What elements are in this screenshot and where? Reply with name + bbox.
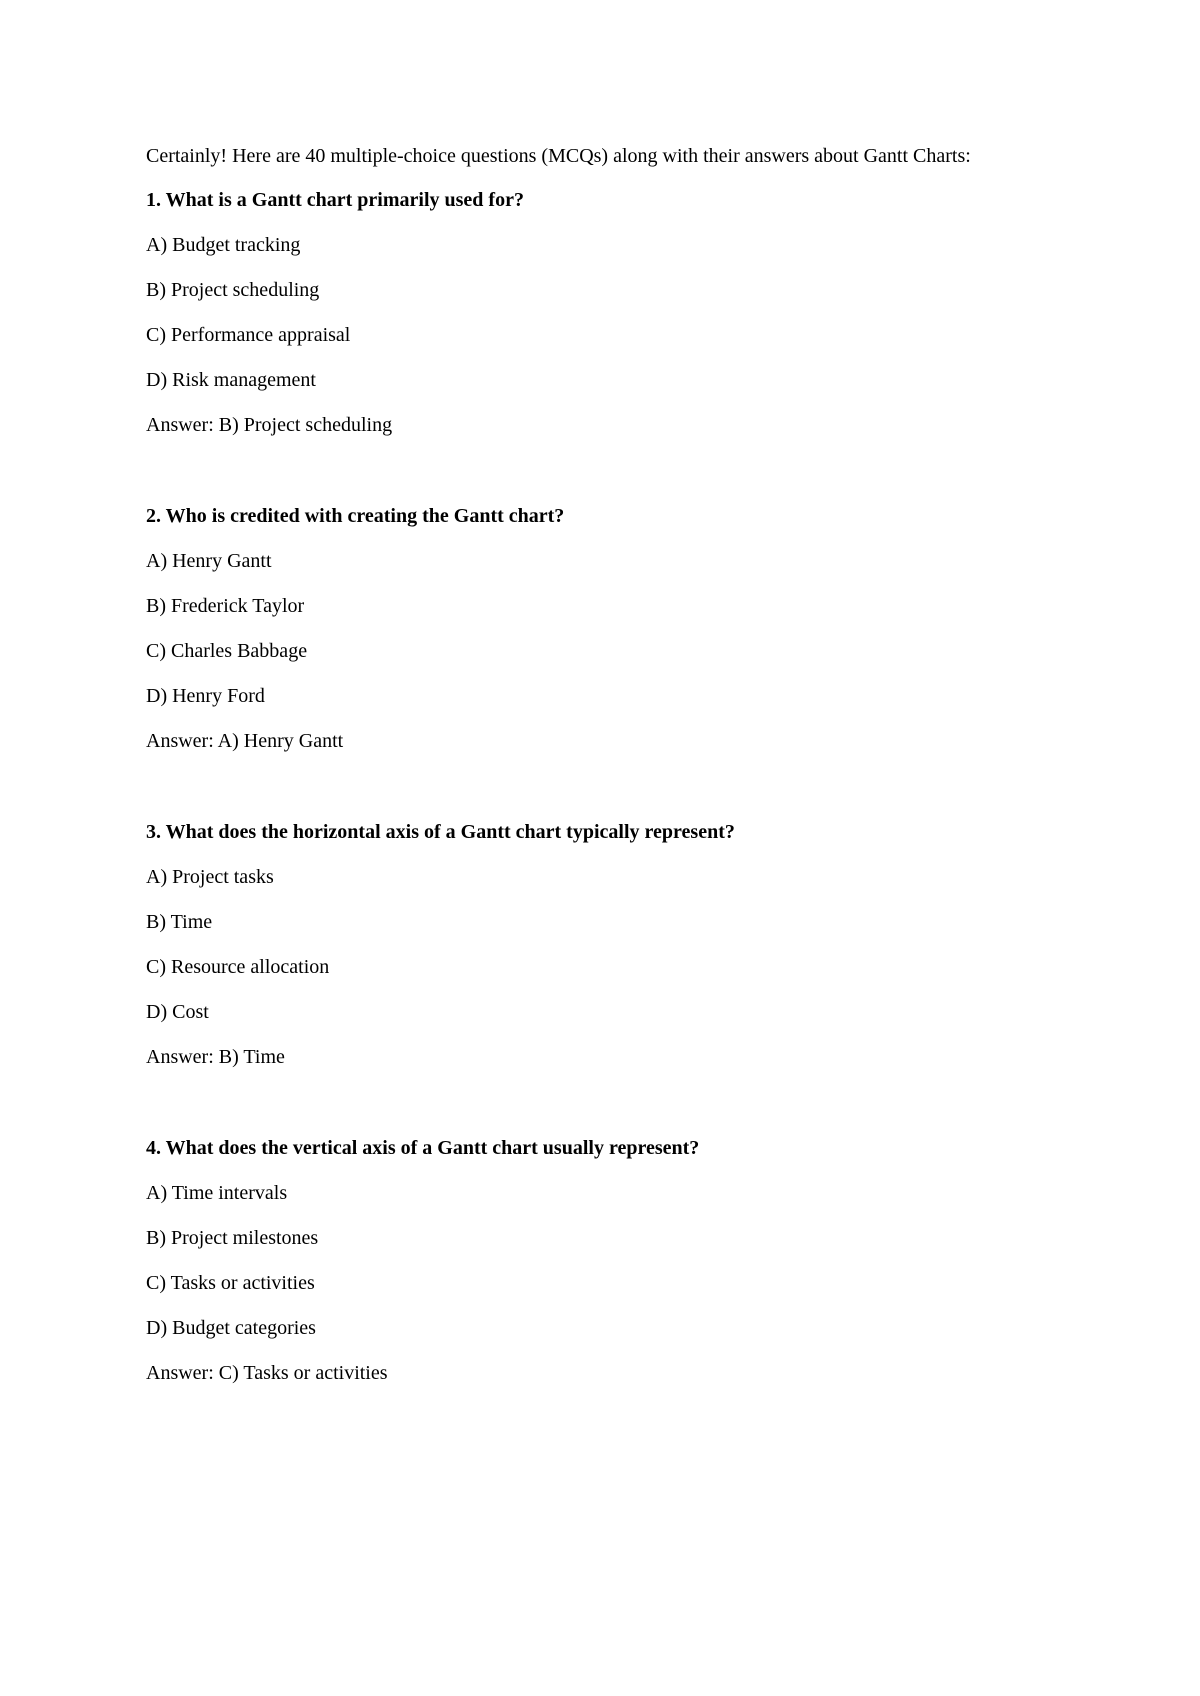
question-block-4 bbox=[146, 1134, 1026, 1388]
answer-text: Answer: A) Henry Gantt bbox=[146, 730, 344, 752]
option-c: C) Resource allocation bbox=[146, 956, 330, 978]
option-b: B) Project milestones bbox=[146, 1227, 319, 1249]
option-a: A) Time intervals bbox=[146, 1182, 288, 1204]
option-a: A) Project tasks bbox=[146, 866, 274, 888]
option-b: B) Project scheduling bbox=[146, 279, 320, 301]
option-b: B) Time bbox=[146, 911, 213, 933]
question-text: 2. Who is credited with creating the Gantt chart? bbox=[146, 505, 565, 527]
question-text: 4. What does the vertical axis of a Gantt chart usually represent? bbox=[146, 1137, 700, 1159]
document-body bbox=[146, 142, 1026, 1388]
option-d: D) Cost bbox=[146, 1001, 209, 1023]
option-a: A) Budget tracking bbox=[146, 234, 301, 256]
option-d: D) Henry Ford bbox=[146, 685, 265, 707]
option-d: D) Risk management bbox=[146, 369, 316, 391]
answer-text: Answer: B) Project scheduling bbox=[146, 414, 393, 436]
option-c: C) Performance appraisal bbox=[146, 324, 351, 346]
option-a: A) Henry Gantt bbox=[146, 550, 272, 572]
option-c: C) Charles Babbage bbox=[146, 640, 308, 662]
intro-paragraph: Certainly! Here are 40 multiple-choice questions (MCQs) along with their answers about Gantt Charts: bbox=[146, 145, 971, 167]
question-block-1 bbox=[146, 186, 1026, 440]
question-block-2 bbox=[146, 502, 1026, 756]
answer-text: Answer: C) Tasks or activities bbox=[146, 1362, 388, 1384]
question-text: 1. What is a Gantt chart primarily used for? bbox=[146, 189, 524, 211]
question-text: 3. What does the horizontal axis of a Gantt chart typically represent? bbox=[146, 821, 735, 843]
option-d: D) Budget categories bbox=[146, 1317, 316, 1339]
question-block-3 bbox=[146, 818, 1026, 1072]
option-b: B) Frederick Taylor bbox=[146, 595, 305, 617]
option-c: C) Tasks or activities bbox=[146, 1272, 315, 1294]
answer-text: Answer: B) Time bbox=[146, 1046, 285, 1068]
